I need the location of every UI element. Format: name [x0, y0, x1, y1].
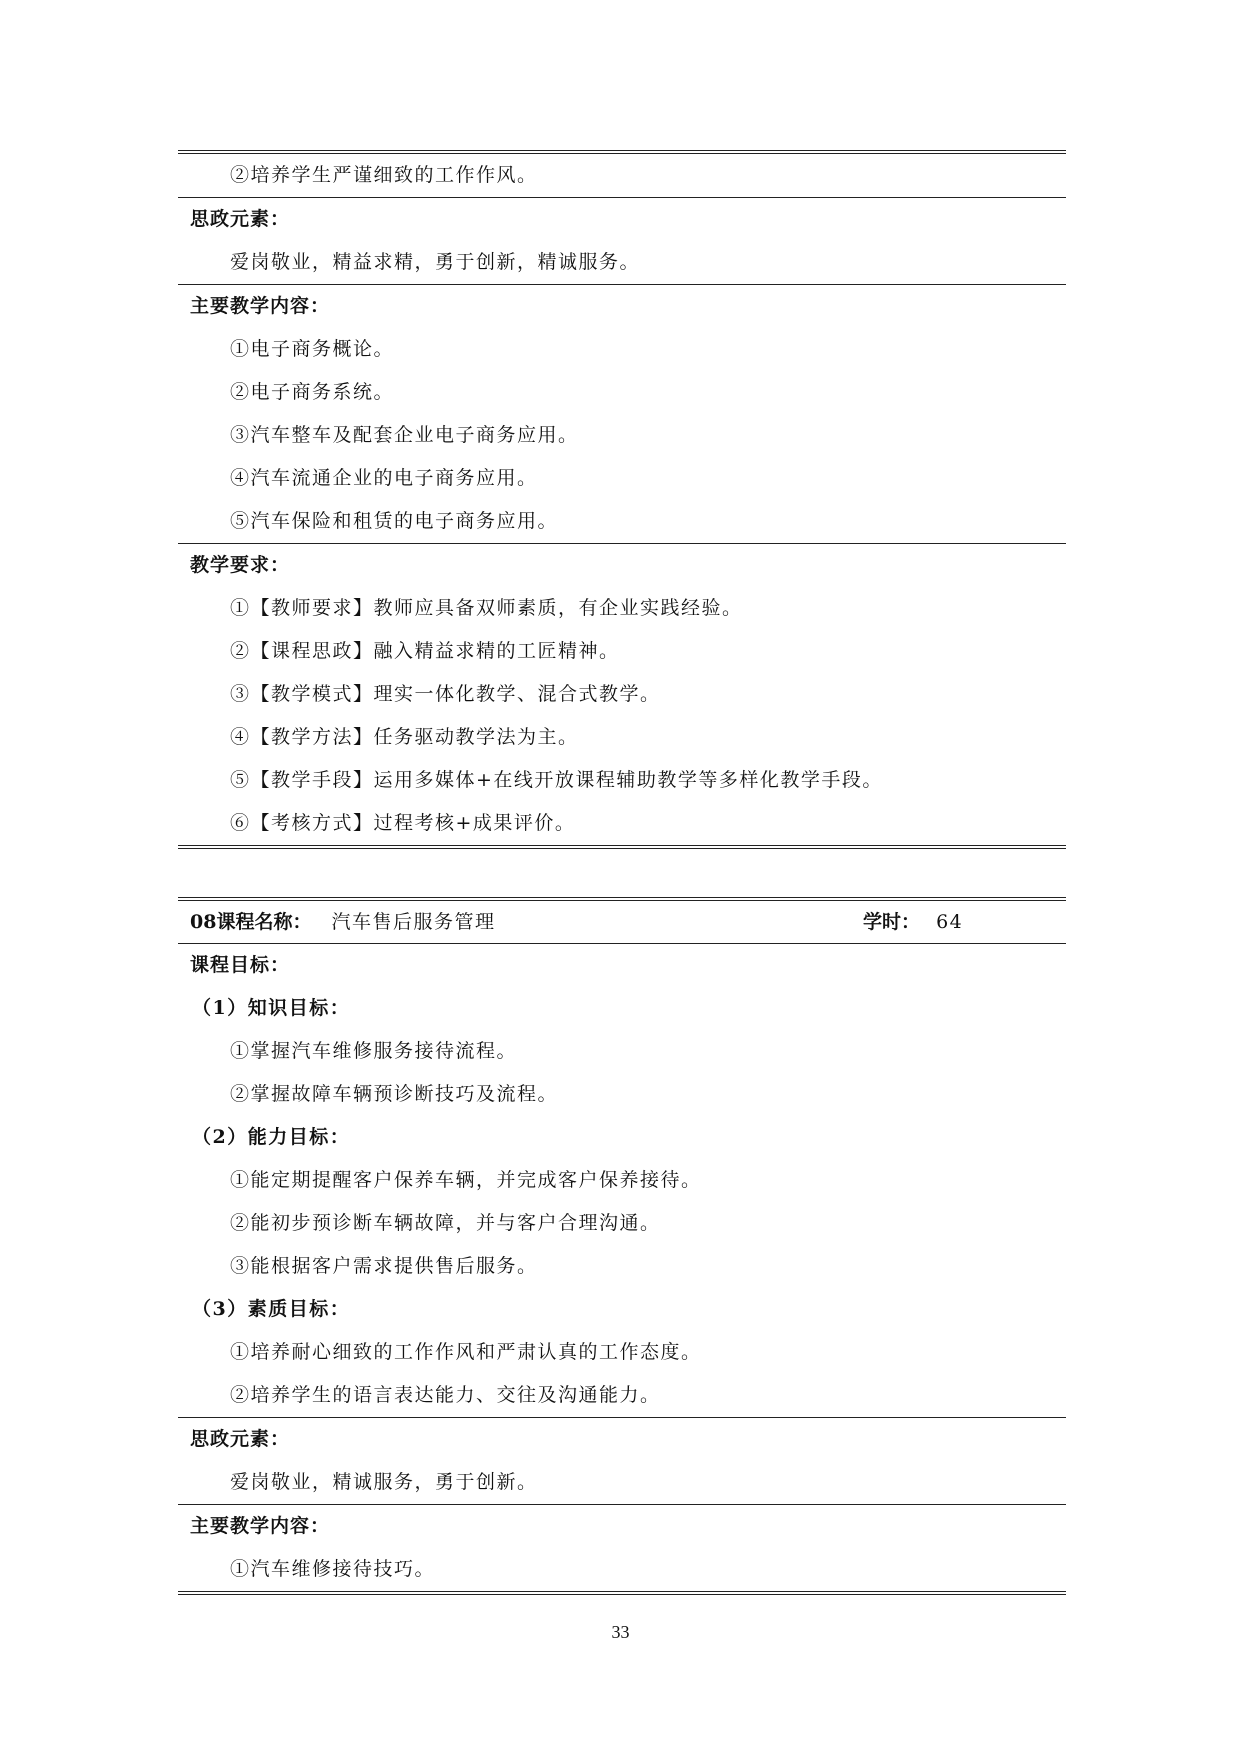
knowledge-goal-heading: （1）知识目标：: [192, 997, 351, 1019]
course-content-heading: 主要教学内容：: [190, 1515, 331, 1537]
list-item: ④【教学方法】任务驱动教学法为主。: [230, 726, 579, 748]
course-sizheng-text: 爱岗敬业，精诚服务，勇于创新。: [230, 1471, 538, 1493]
list-item: ②能初步预诊断车辆故障，并与客户合理沟通。: [230, 1212, 661, 1234]
course-hours-label: 学时：: [863, 911, 921, 933]
bottom-double-rule: [178, 1591, 1066, 1595]
list-item: ③【教学模式】理实一体化教学、混合式教学。: [230, 683, 661, 705]
list-item: ①能定期提醒客户保养车辆，并完成客户保养接待。: [230, 1169, 702, 1191]
course-header-row: [178, 901, 1066, 943]
quality-goal-heading: （3）素质目标：: [192, 1298, 351, 1320]
list-item: ⑤【教学手段】运用多媒体+在线开放课程辅助教学等多样化教学手段。: [230, 769, 883, 791]
course-name-label: 08课程名称：: [190, 911, 312, 933]
document-page: [178, 150, 1066, 1595]
list-item: ①电子商务概论。: [230, 338, 395, 360]
ability-goal-heading: （2）能力目标：: [192, 1126, 351, 1148]
course-sizheng-heading: 思政元素：: [190, 1428, 291, 1450]
list-item: ③汽车整车及配套企业电子商务应用。: [230, 424, 579, 446]
prev-sizheng-text: 爱岗敬业，精益求精，勇于创新，精诚服务。: [230, 251, 641, 273]
list-item: ②【课程思政】融入精益求精的工匠精神。: [230, 640, 620, 662]
list-item: ①汽车维修接待技巧。: [230, 1558, 436, 1580]
prev-req-heading: 教学要求：: [190, 554, 291, 576]
course-hours-value: 64: [936, 911, 964, 933]
list-item: ①掌握汽车维修服务接待流程。: [230, 1040, 518, 1062]
prev-sizheng-heading: 思政元素：: [190, 208, 291, 230]
list-item: ②培养学生的语言表达能力、交往及沟通能力。: [230, 1384, 661, 1406]
course-goal-heading: 课程目标：: [190, 954, 291, 976]
list-item: ③能根据客户需求提供售后服务。: [230, 1255, 538, 1277]
course-hours: [863, 901, 963, 943]
prev-content-heading: 主要教学内容：: [190, 295, 331, 317]
list-item: ④汽车流通企业的电子商务应用。: [230, 467, 538, 489]
list-item: ⑤汽车保险和租赁的电子商务应用。: [230, 510, 559, 532]
course-name-value: 汽车售后服务管理: [331, 911, 496, 933]
prev-goal-line: ②培养学生严谨细致的工作作风。: [230, 164, 538, 186]
list-item: ②电子商务系统。: [230, 381, 395, 403]
list-item: ①培养耐心细致的工作作风和严肃认真的工作态度。: [230, 1341, 702, 1363]
list-item: ⑥【考核方式】过程考核+成果评价。: [230, 812, 576, 834]
table-gap: [178, 849, 1066, 897]
list-item: ①【教师要求】教师应具备双师素质，有企业实践经验。: [230, 597, 743, 619]
list-item: ②掌握故障车辆预诊断技巧及流程。: [230, 1083, 559, 1105]
page-number: 33: [611, 1622, 630, 1642]
